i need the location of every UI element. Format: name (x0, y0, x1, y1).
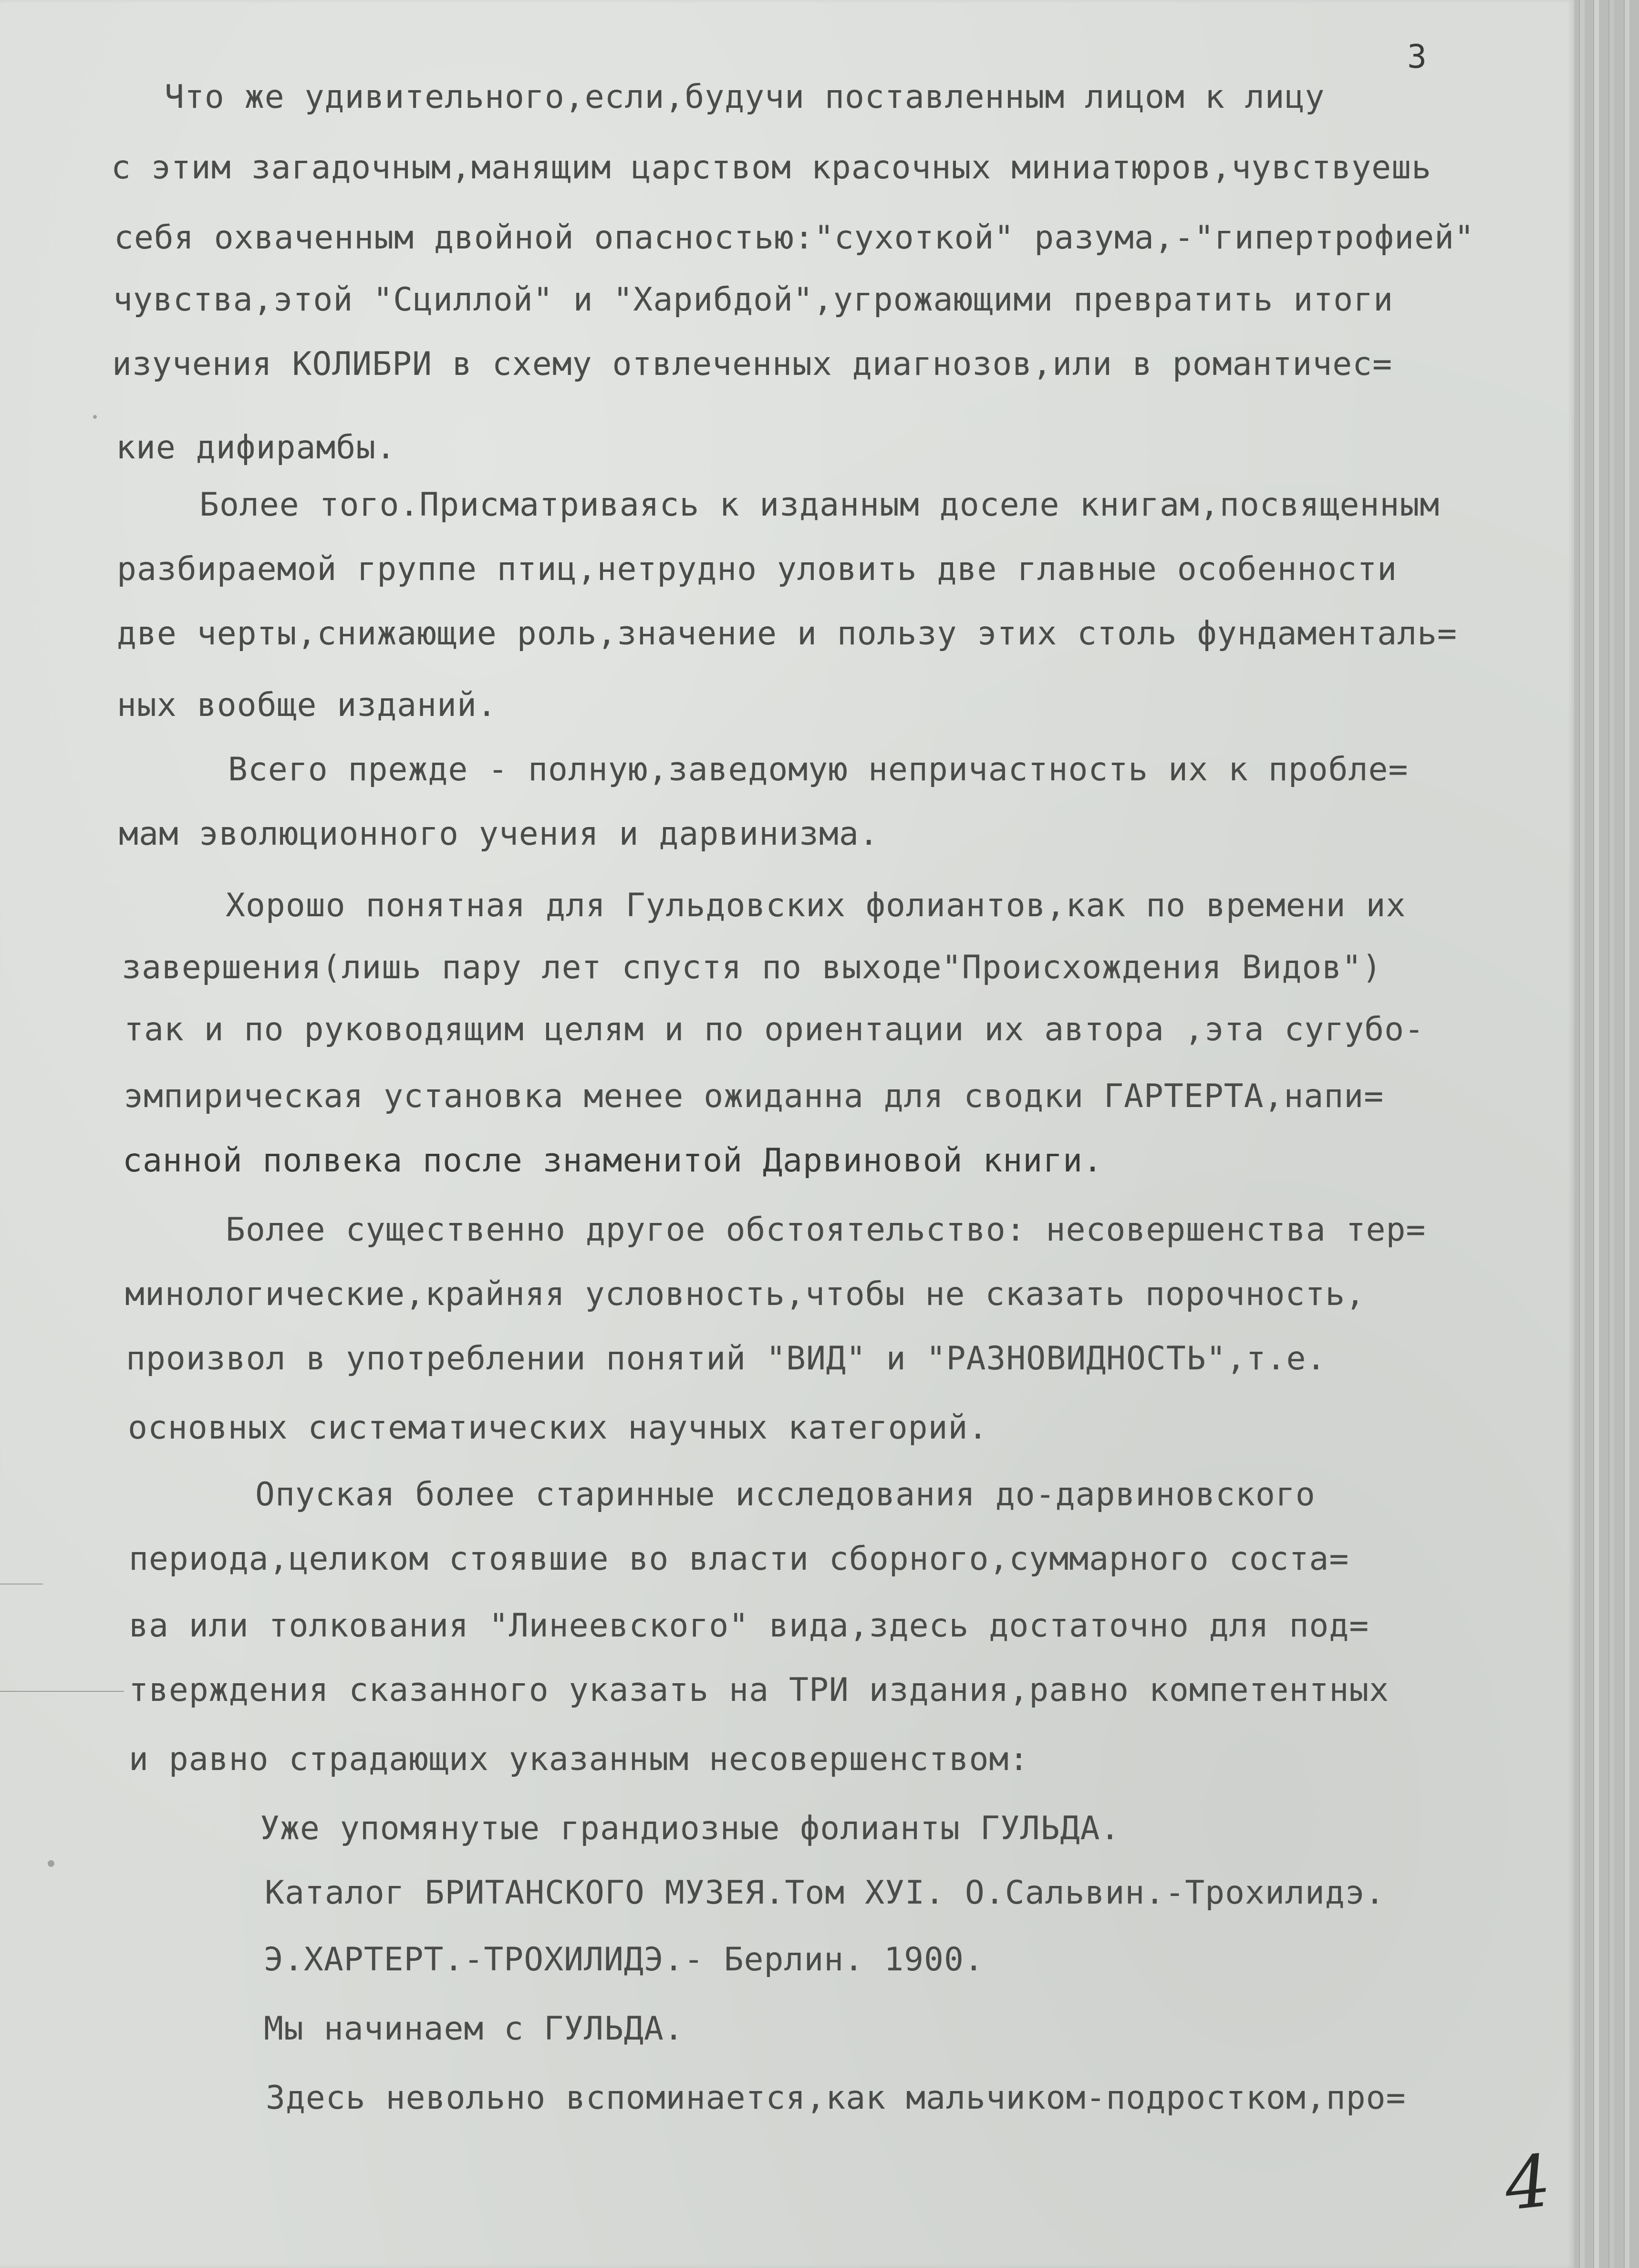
text-line-12: мам эволюционного учения и дарвинизма. (119, 815, 879, 853)
text-line-19: минологические,крайняя условность,чтобы не сказать порочность, (125, 1275, 1366, 1313)
text-line-8: разбираемой группе птиц,нетрудно уловить две главные особенности (117, 550, 1398, 588)
paper-spot (48, 1860, 54, 1867)
text-line-11: Всего прежде - полную,заведомую непричастность их к пробле= (228, 751, 1409, 788)
stacked-page-edge (1579, 0, 1585, 2268)
paper-spot-2 (93, 415, 97, 419)
text-line-5: изучения КОЛИБРИ в схему отвлеченных диагнозов,или в романтичес= (112, 345, 1393, 383)
text-line-25: тверждения сказанного указать на ТРИ издания,равно компетентных (129, 1671, 1390, 1709)
text-line-30: Мы начинаем с ГУЛЬДА. (264, 2010, 684, 2048)
text-line-4: чувства,этой "Сциллой" и "Харибдой",угрожающими превратить итоги (113, 281, 1394, 319)
handwritten-folio-number: 4 (1501, 2139, 1555, 2227)
text-line-21: основных систематических научных категорий. (128, 1409, 988, 1447)
text-line-10: ных вообще изданий. (117, 686, 497, 724)
text-line-3: себя охваченным двойной опасностью:"сухоткой" разума,-"гипертрофией" (114, 219, 1474, 257)
page-number: 3 (1407, 38, 1427, 76)
text-line-17: санной полвека после знаменитой Дарвиновой книги. (123, 1142, 1103, 1180)
text-line-28: Каталог БРИТАНСКОГО МУЗЕЯ.Том ХУI. О.Сальвин.-Трохилидэ. (265, 1874, 1385, 1912)
text-line-1: Что же удивительного,если,будучи поставленным лицом к лицу (165, 78, 1325, 116)
stacked-page-edge (1624, 0, 1629, 2268)
stray-rule-mark (0, 1691, 124, 1692)
text-line-22: Опуская более старинные исследования до-дарвиновского (255, 1476, 1316, 1513)
text-line-20: произвол в употреблении понятий "ВИД" и "РАЗНОВИДНОСТЬ",т.е. (126, 1340, 1327, 1377)
text-line-23: периода,целиком стоявшие во власти сборного,суммарного соста= (129, 1540, 1349, 1578)
text-line-13: Хорошо понятная для Гульдовских фолиантов,как по времени их (226, 887, 1406, 924)
stacked-page-edge (1593, 0, 1599, 2268)
text-line-6: кие дифирамбы. (116, 429, 396, 466)
text-line-14: завершения(лишь пару лет спустя по выходе"Происхождения Видов") (122, 949, 1382, 986)
text-line-2: с этим загадочным,манящим царством красочных миниатюров,чувствуешь (111, 149, 1432, 186)
text-line-15: так и по руководящим целям и по ориентации их автора ,эта сугубо- (124, 1011, 1425, 1048)
text-line-29: Э.ХАРТЕРТ.-ТРОХИЛИДЭ.- Берлин. 1900. (264, 1941, 984, 1978)
text-line-16: эмпирическая установка менее ожиданна для сводки ГАРТЕРТА,напи= (124, 1077, 1384, 1115)
text-line-9: две черты,снижающие роль,значение и пользу этих столь фундаменталь= (117, 615, 1457, 652)
text-line-18: Более существенно другое обстоятельство: несовершенства тер= (226, 1211, 1426, 1249)
text-line-26: и равно страдающих указанным несовершенством: (129, 1740, 1029, 1778)
text-line-27: Уже упомянутые грандиозные фолианты ГУЛЬДА. (260, 1810, 1120, 1847)
text-line-31: Здесь невольно вспоминается,как мальчиком-подростком,про= (266, 2079, 1406, 2117)
text-line-24: ва или толкования "Линеевского" вида,здесь достаточно для под= (129, 1607, 1369, 1645)
stacked-page-edge (1608, 0, 1614, 2268)
text-line-7: Более того.Присматриваясь к изданным доселе книгам,посвященным (199, 486, 1440, 524)
